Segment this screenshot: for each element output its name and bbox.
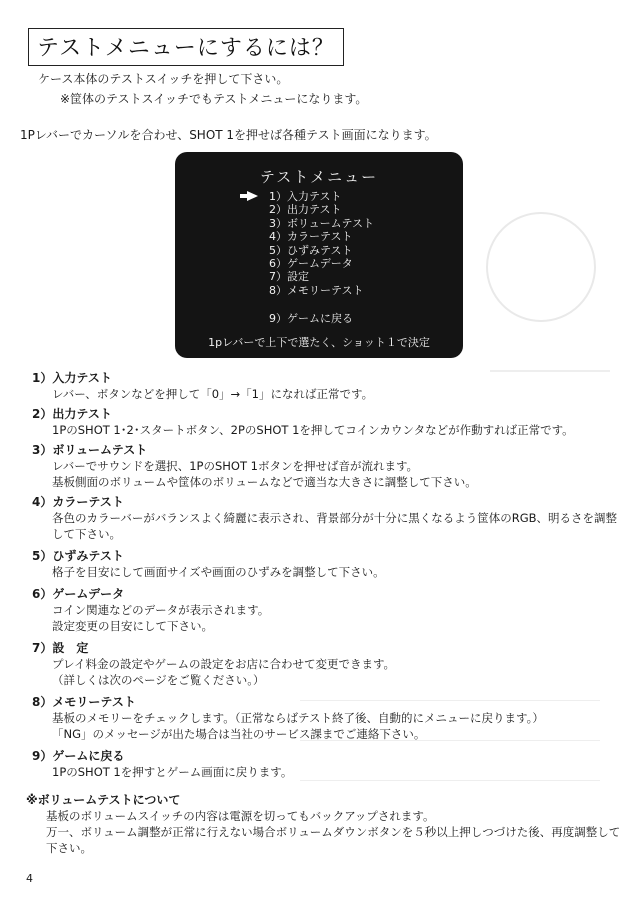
page-title: テストメニューにするには？ bbox=[28, 28, 344, 66]
instruction-text: 1Pレバーでカーソルを合わせ、SHOT 1を押せば各種テスト画面になります。 bbox=[20, 128, 437, 142]
section-line: レバー、ボタンなどを押して「0」→「1」になれば正常です。 bbox=[52, 387, 374, 401]
section-heading: 3）ボリュームテスト bbox=[32, 443, 148, 457]
section-line: 1PのSHOT 1･2･スタートボタン、2PのSHOT 1を押してコインカウンタなどが作動すれば正常です。 bbox=[52, 423, 574, 437]
section-settings bbox=[32, 640, 395, 688]
menu-item-volume-test: 3）ボリュームテスト bbox=[269, 216, 375, 230]
section-volume-note bbox=[26, 792, 620, 856]
menu-item-input-test: 1）入力テスト bbox=[269, 190, 342, 203]
section-heading: ※ボリュームテストについて bbox=[26, 793, 181, 807]
section-heading: 6）ゲームデータ bbox=[32, 587, 125, 601]
menu-item-output-test: 2）出力テスト bbox=[269, 203, 342, 217]
section-line: 万一、ボリューム調整が正常に行えない場合ボリュームダウンボタンを５秒以上押しつづけた後、再度調整して bbox=[46, 825, 621, 839]
section-heading: 1）入力テスト bbox=[32, 371, 112, 385]
intro-text: ケース本体のテストスイッチを押して下さい。 bbox=[38, 72, 289, 86]
section-heading: 4）カラーテスト bbox=[32, 495, 124, 509]
section-line: 基板のメモリーをチェックします。（正常ならばテスト終了後、自動的にメニューに戻ります。） bbox=[52, 711, 544, 725]
section-line: して下さい。 bbox=[52, 527, 121, 541]
section-line: レバーでサウンドを選択、1PのSHOT 1ボタンを押せば音が流れます。 bbox=[52, 459, 419, 473]
bleed-through-line bbox=[300, 780, 600, 781]
section-line: （詳しくは次のページをご覧ください。） bbox=[52, 673, 265, 687]
section-line: 下さい。 bbox=[46, 841, 92, 855]
screen-footer: 1pレバーで上下で選たく、ショット１で決定 bbox=[208, 336, 430, 349]
arrow-right-icon bbox=[247, 191, 258, 201]
section-heading: 5）ひずみテスト bbox=[32, 549, 124, 563]
screen-title: テストメニュー bbox=[259, 168, 379, 186]
section-heading: 2）出力テスト bbox=[32, 407, 112, 421]
section-line: コイン関連などのデータが表示されます。 bbox=[52, 603, 270, 617]
menu-item-memory-test: 8）メモリーテスト bbox=[269, 283, 364, 297]
bleed-through-circle bbox=[486, 212, 596, 322]
section-heading: 7）設 定 bbox=[32, 641, 89, 655]
section-line: プレイ料金の設定やゲームの設定をお店に合わせて変更できます。 bbox=[52, 657, 396, 671]
section-input-test bbox=[32, 370, 373, 402]
menu-item-settings: 7）設定 bbox=[269, 270, 309, 284]
test-menu-screen bbox=[175, 152, 463, 358]
section-line: 基板のボリュームスイッチの内容は電源を切ってもバックアップされます。 bbox=[46, 809, 435, 823]
section-distortion-test bbox=[32, 548, 385, 580]
section-output-test bbox=[32, 406, 574, 438]
menu-item-distortion-test: 5）ひずみテスト bbox=[269, 243, 353, 257]
menu-item-return-to-game: 9）ゲームに戻る bbox=[269, 312, 353, 325]
note-text: ※筐体のテストスイッチでもテストメニューになります。 bbox=[60, 92, 368, 106]
menu-list bbox=[269, 190, 374, 297]
section-line: 設定変更の目安にして下さい。 bbox=[52, 619, 213, 633]
section-heading: 8）メモリーテスト bbox=[32, 695, 136, 709]
menu-item-color-test: 4）カラーテスト bbox=[269, 230, 353, 244]
page-number: 4 bbox=[26, 872, 33, 885]
bleed-through-line bbox=[490, 370, 610, 372]
section-memory-test bbox=[32, 694, 544, 742]
section-game-data bbox=[32, 586, 269, 634]
section-line: 基板側面のボリュームや筐体のボリュームなどで適当な大きさに調整して下さい。 bbox=[52, 475, 477, 489]
section-line: 各色のカラーバーがバランスよく綺麗に表示され、背景部分が十分に黒くなるよう筐体のRGB、明るさを調整 bbox=[52, 511, 618, 525]
section-line: 「NG」のメッセージが出た場合は当社のサービス課までご連絡下さい。 bbox=[52, 727, 426, 741]
menu-item-game-data: 6）ゲームデータ bbox=[269, 257, 353, 271]
section-heading: 9）ゲームに戻る bbox=[32, 749, 125, 763]
section-color-test bbox=[32, 494, 617, 542]
section-line: 1PのSHOT 1を押すとゲーム画面に戻ります。 bbox=[52, 765, 293, 779]
section-line: 格子を目安にして画面サイズや画面のひずみを調整して下さい。 bbox=[52, 565, 385, 579]
section-return-to-game bbox=[32, 748, 292, 780]
section-volume-test bbox=[32, 442, 477, 490]
